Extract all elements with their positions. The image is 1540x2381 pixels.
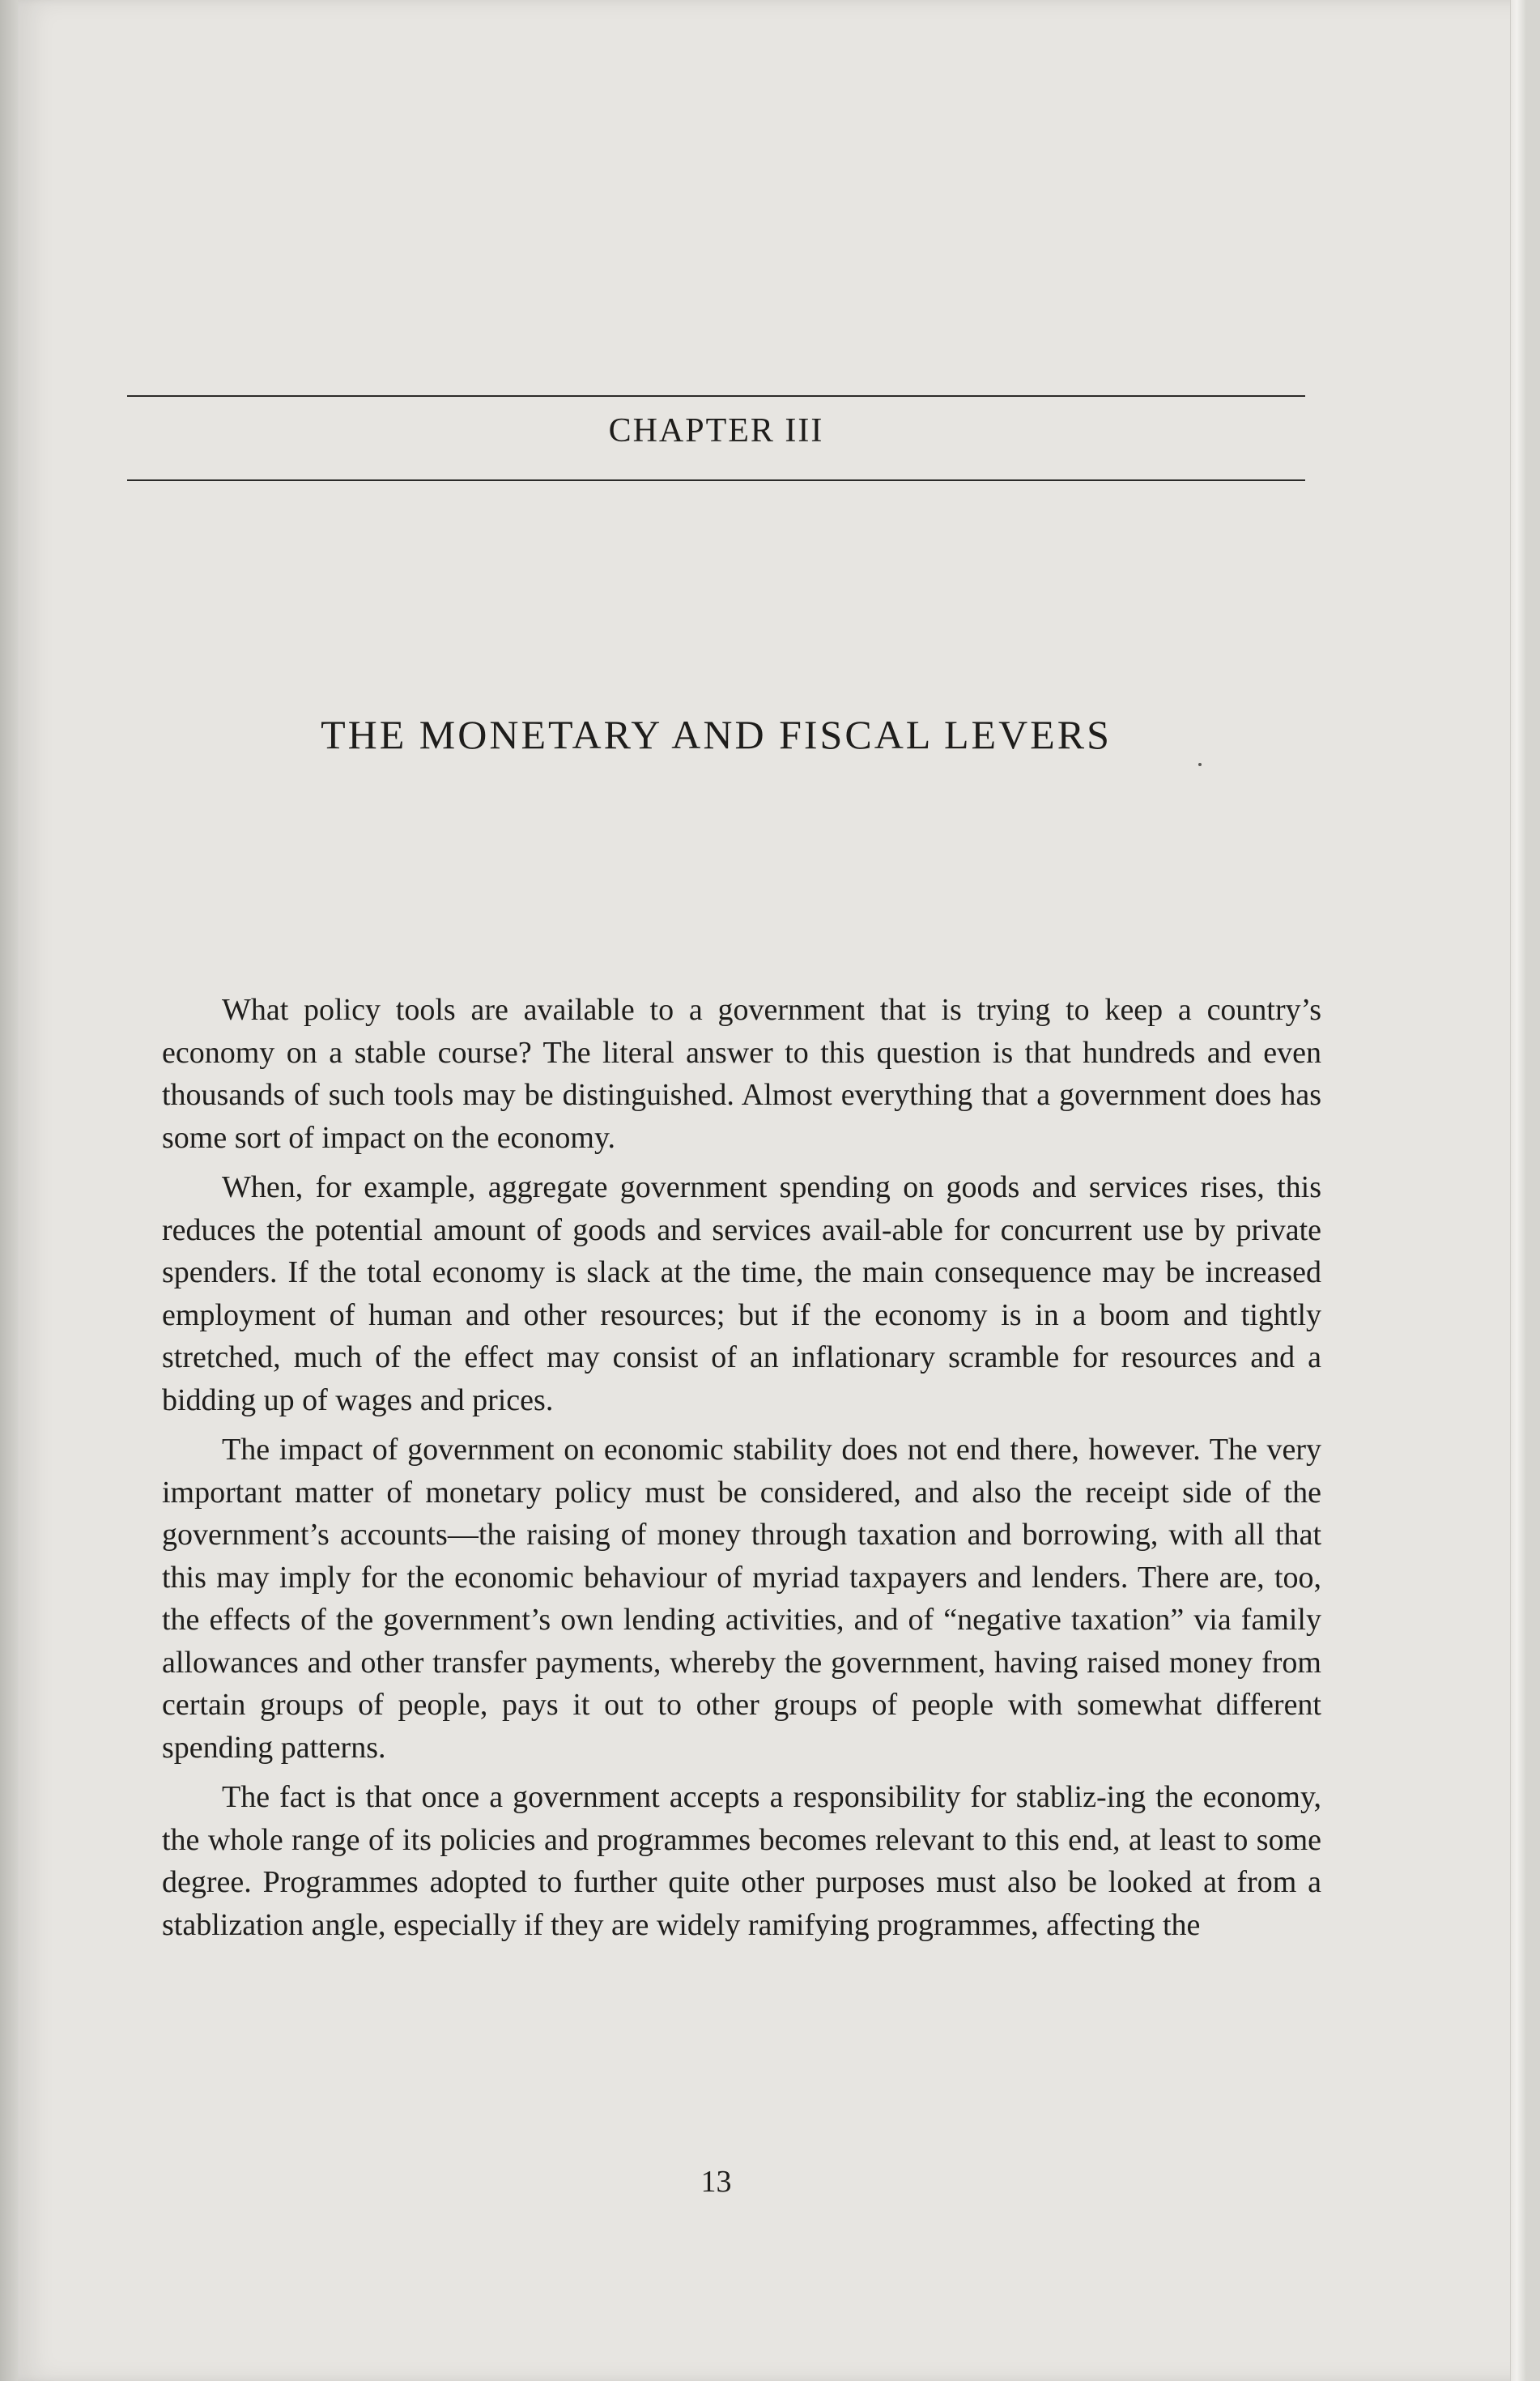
page-number: 13 (700, 2165, 732, 2199)
chapter-rule-bottom (127, 479, 1305, 481)
paragraph: The fact is that once a government accepts a responsibility for stabliz-ing the economy, the whole range of its policies and programmes becomes relevant to this end, at least to some degree. Programmes adopted to further quite other purposes must also be looked at from a stablization angle, especially if they are widely ramifying programmes, affecting the (162, 1780, 1321, 1942)
paragraph: When, for example, aggregate government spending on goods and services rises, this reduces the potential amount of goods and services avail-able for concurrent use by private spenders. If the total economy is slack at the time, the main consequence may be increased employment of human and other resources; but if the economy is in a boom and tightly stretched, much of the effect may consist of an inflationary scramble for resources and a bidding up of wages and prices. (162, 1170, 1321, 1417)
paragraph: The impact of government on economic stability does not end there, however. The very important matter of monetary policy must be considered, and also the receipt side of the government’s accounts—the raising of money through taxation and borrowing, with all that this may imply for the economic behaviour of myriad taxpayers and lenders. There are, too, the effects of the government’s own lending activities, and of “negative taxation” via family allowances and other transfer payments, whereby the government, having raised money from certain groups of people, pays it out to other groups of people with somewhat different spending patterns. (162, 1433, 1321, 1765)
page-gutter-shadow (0, 0, 18, 2381)
paragraph: What policy tools are available to a government that is trying to keep a country’s economy on a stable course? The literal answer to this question is that hundreds and even thousands of such tools may be distinguished. Almost everything that a government does has some sort of impact on the economy. (162, 993, 1321, 1155)
chapter-label: CHAPTER III (608, 412, 824, 449)
chapter-rule-top (127, 395, 1305, 397)
page-edge (1510, 0, 1525, 2381)
body-text (162, 989, 1321, 1953)
print-speck (1198, 763, 1202, 766)
chapter-title: THE MONETARY AND FISCAL LEVERS (321, 712, 1112, 757)
